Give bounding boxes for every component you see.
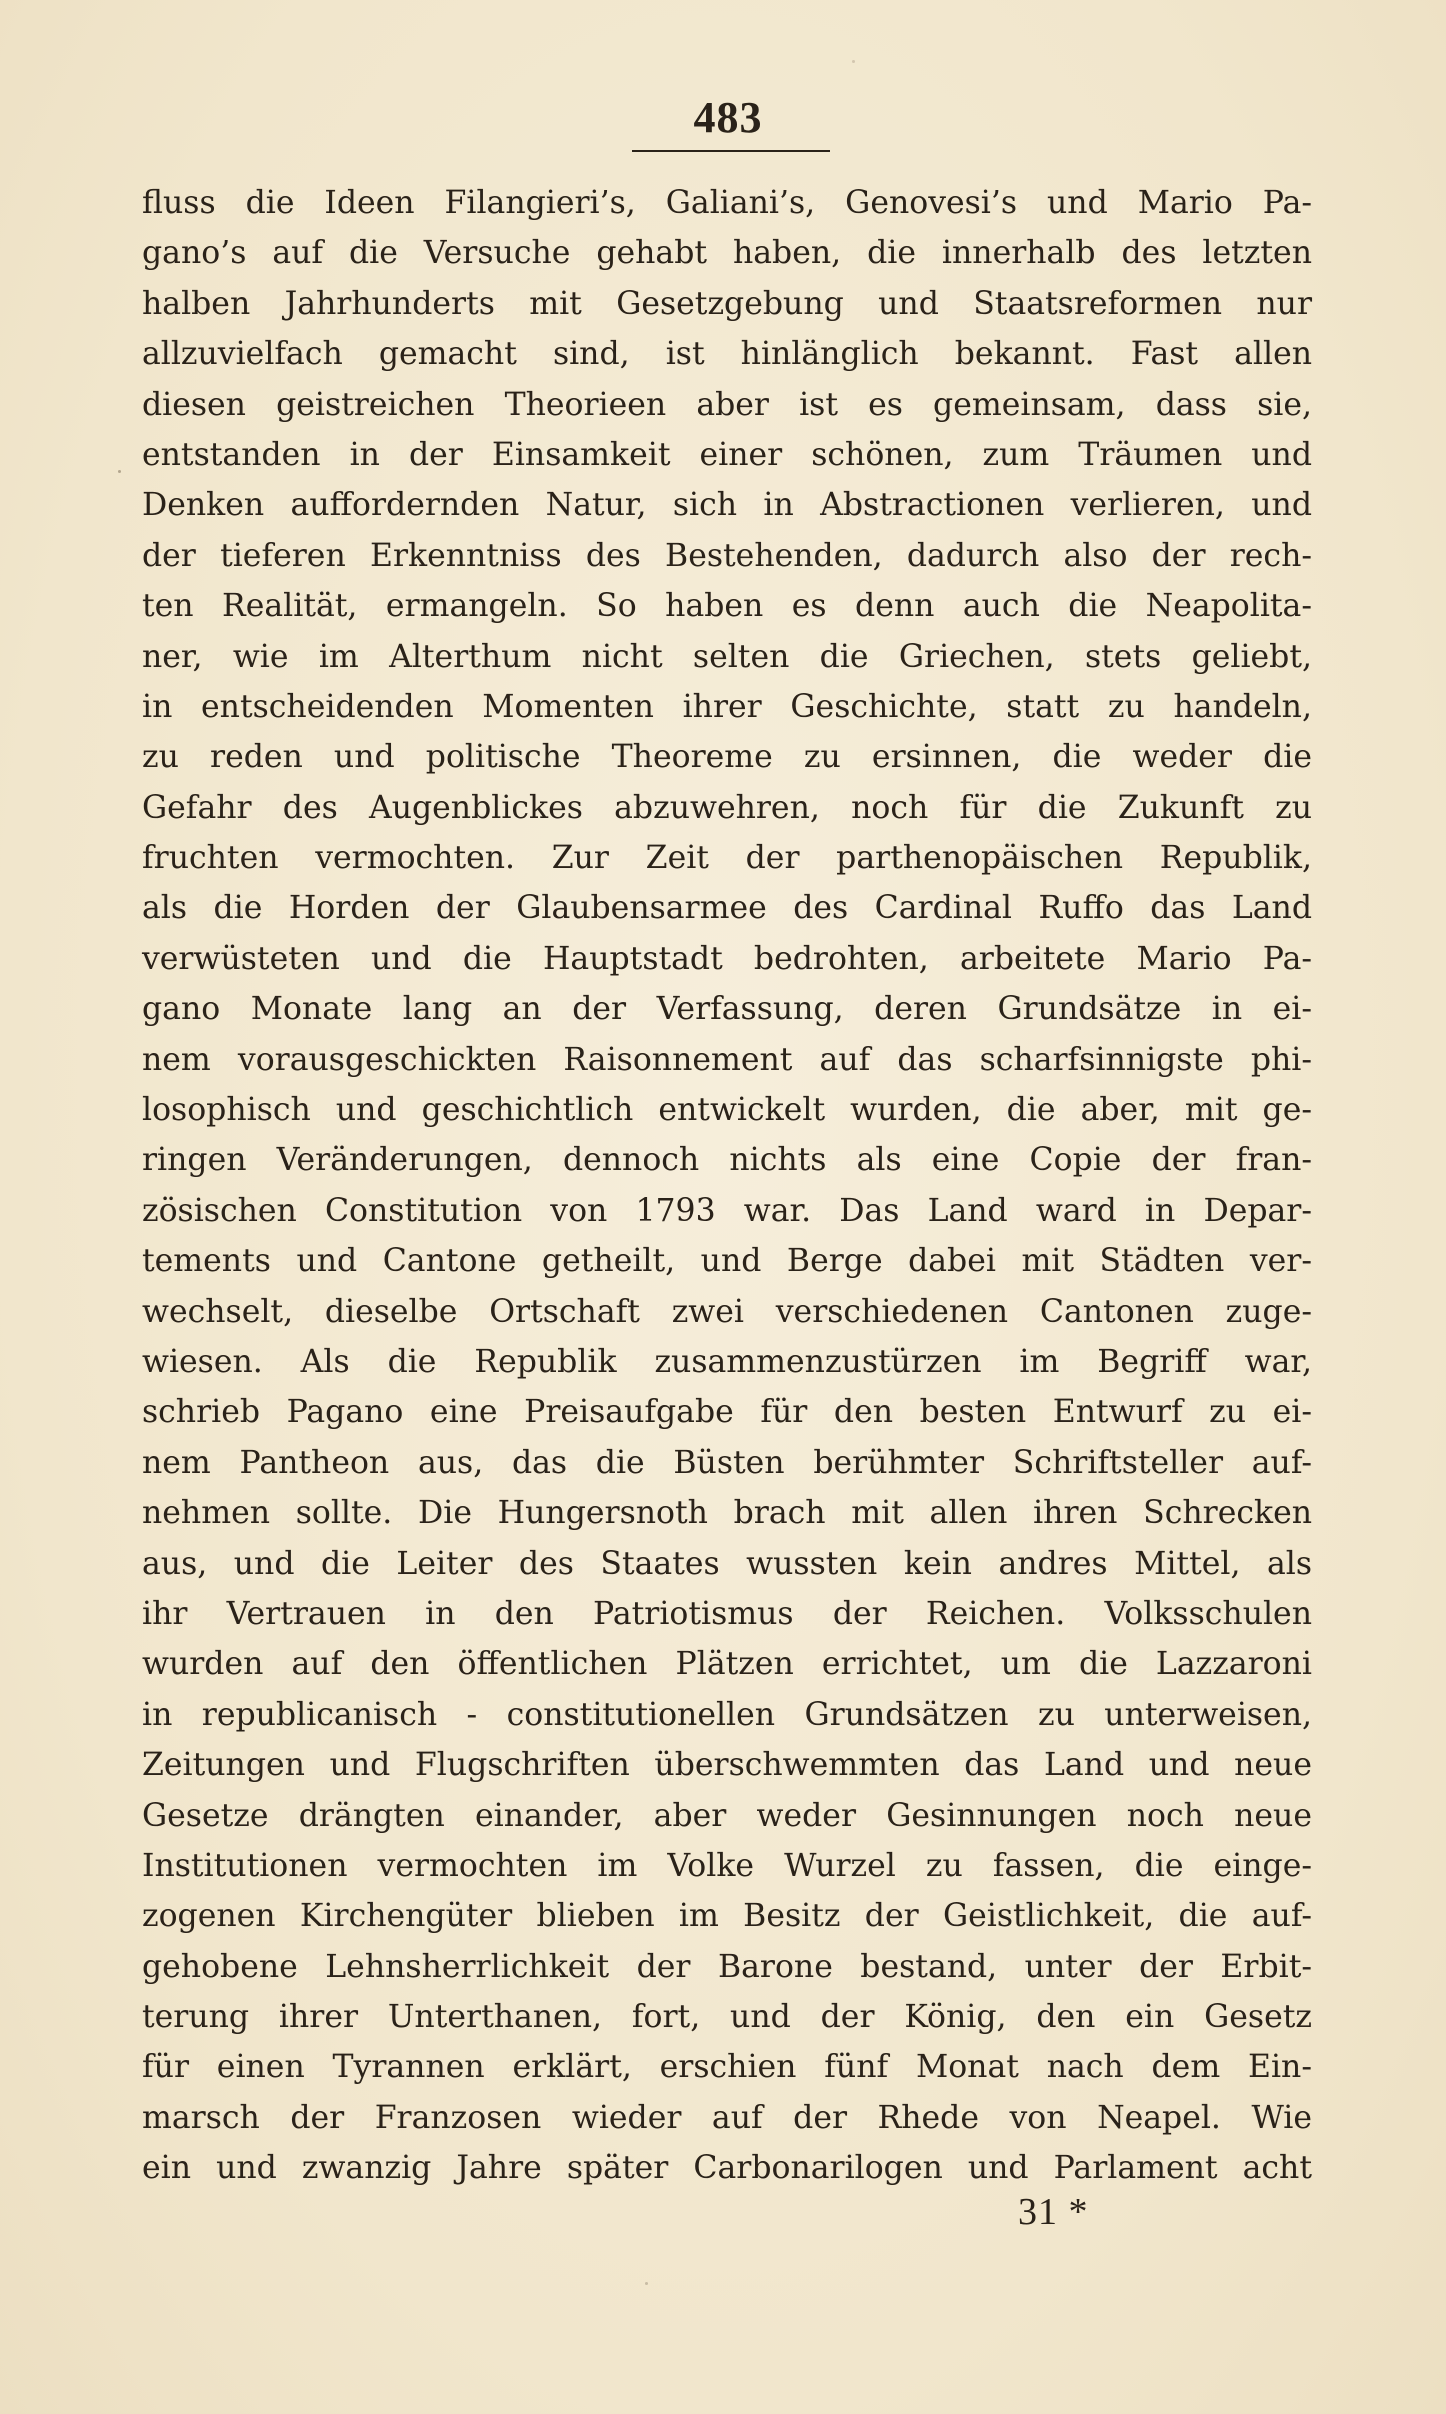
text-line: Gesetze drängten einander, aber weder Gesinnungen noch neue xyxy=(142,1797,1312,1834)
text-line: für einen Tyrannen erklärt, erschien fünf Monat nach dem Ein- xyxy=(142,2049,1312,2086)
signature-mark: 31 * xyxy=(1018,2191,1089,2233)
text-line: nehmen sollte. Die Hungersnoth brach mit allen ihren Schrecken xyxy=(142,1495,1312,1532)
text-line: zösischen Constitution von 1793 war. Das Land ward in Depar- xyxy=(142,1192,1312,1229)
text-line: ner, wie im Alterthum nicht selten die Griechen, stets geliebt, xyxy=(142,638,1312,675)
text-line: in republicanisch - constitutionellen Grundsätzen zu unterweisen, xyxy=(142,1696,1312,1733)
paper-speck xyxy=(118,470,121,473)
text-line: in entscheidenden Momenten ihrer Geschichte, statt zu handeln, xyxy=(142,688,1312,725)
text-line: terung ihrer Unterthanen, fort, und der König, den ein Gesetz xyxy=(142,1999,1312,2036)
text-line: verwüsteten und die Hauptstadt bedrohten, arbeitete Mario Pa- xyxy=(142,940,1312,977)
text-line: gehobene Lehnsherrlichkeit der Barone bestand, unter der Erbit- xyxy=(142,1948,1312,1985)
text-line: marsch der Franzosen wieder auf der Rhede von Neapel. Wie xyxy=(142,2099,1312,2136)
text-line: zu reden und politische Theoreme zu ersinnen, die weder die xyxy=(142,739,1312,776)
text-line: der tieferen Erkenntniss des Bestehenden, dadurch also der rech- xyxy=(142,537,1312,574)
text-line: diesen geistreichen Theorieen aber ist es gemeinsam, dass sie, xyxy=(142,386,1312,423)
body-text xyxy=(142,178,1312,2194)
text-line: ringen Veränderungen, dennoch nichts als eine Copie der fran- xyxy=(142,1142,1312,1179)
text-line: fruchten vermochten. Zur Zeit der parthenopäischen Republik, xyxy=(142,840,1312,877)
text-line: ihr Vertrauen in den Patriotismus der Reichen. Volksschulen xyxy=(142,1595,1312,1632)
text-line: allzuvielfach gemacht sind, ist hinlänglich bekannt. Fast allen xyxy=(142,336,1312,373)
text-line: wiesen. Als die Republik zusammenzustürzen im Begriff war, xyxy=(142,1343,1312,1380)
text-line: aus, und die Leiter des Staates wussten kein andres Mittel, als xyxy=(142,1545,1312,1582)
text-line: Gefahr des Augenblickes abzuwehren, noch für die Zukunft zu xyxy=(142,789,1312,826)
text-line: losophisch und geschichtlich entwickelt wurden, die aber, mit ge- xyxy=(142,1092,1312,1129)
text-line: entstanden in der Einsamkeit einer schönen, zum Träumen und xyxy=(142,436,1312,473)
text-line: tements und Cantone getheilt, und Berge dabei mit Städten ver- xyxy=(142,1243,1312,1280)
text-line: ein und zwanzig Jahre später Carbonarilogen und Parlament acht xyxy=(142,2150,1312,2187)
text-line: nem vorausgeschickten Raisonnement auf das scharfsinnigste phi- xyxy=(142,1041,1312,1078)
text-line: fluss die Ideen Filangieri’s, Galiani’s, Genovesi’s und Mario Pa- xyxy=(142,185,1312,221)
text-line: schrieb Pagano eine Preisaufgabe für den besten Entwurf zu ei- xyxy=(142,1394,1312,1431)
text-line: Denken auffordernden Natur, sich in Abstractionen verlieren, und xyxy=(142,487,1312,524)
text-line: als die Horden der Glaubensarmee des Cardinal Ruffo das Land xyxy=(142,890,1312,927)
page-number: 483 xyxy=(693,93,763,142)
text-line: gano’s auf die Versuche gehabt haben, die innerhalb des letzten xyxy=(142,235,1312,272)
text-line: nem Pantheon aus, das die Büsten berühmter Schriftsteller auf- xyxy=(142,1444,1312,1481)
text-line: Institutionen vermochten im Volke Wurzel zu fassen, die einge- xyxy=(142,1847,1312,1884)
header-rule xyxy=(632,150,830,152)
paper-speck xyxy=(645,2282,648,2285)
text-line: zogenen Kirchengüter blieben im Besitz der Geistlichkeit, die auf- xyxy=(142,1898,1312,1935)
text-line: wechselt, dieselbe Ortschaft zwei verschiedenen Cantonen zuge- xyxy=(142,1293,1312,1330)
text-line: gano Monate lang an der Verfassung, deren Grundsätze in ei- xyxy=(142,991,1312,1028)
paper-speck xyxy=(852,60,855,63)
text-line: Zeitungen und Flugschriften überschwemmten das Land und neue xyxy=(142,1747,1312,1784)
text-line: halben Jahrhunderts mit Gesetzgebung und Staatsreformen nur xyxy=(142,285,1312,322)
text-line: ten Realität, ermangeln. So haben es denn auch die Neapolita- xyxy=(142,588,1312,625)
text-line: wurden auf den öffentlichen Plätzen errichtet, um die Lazzaroni xyxy=(142,1646,1312,1683)
